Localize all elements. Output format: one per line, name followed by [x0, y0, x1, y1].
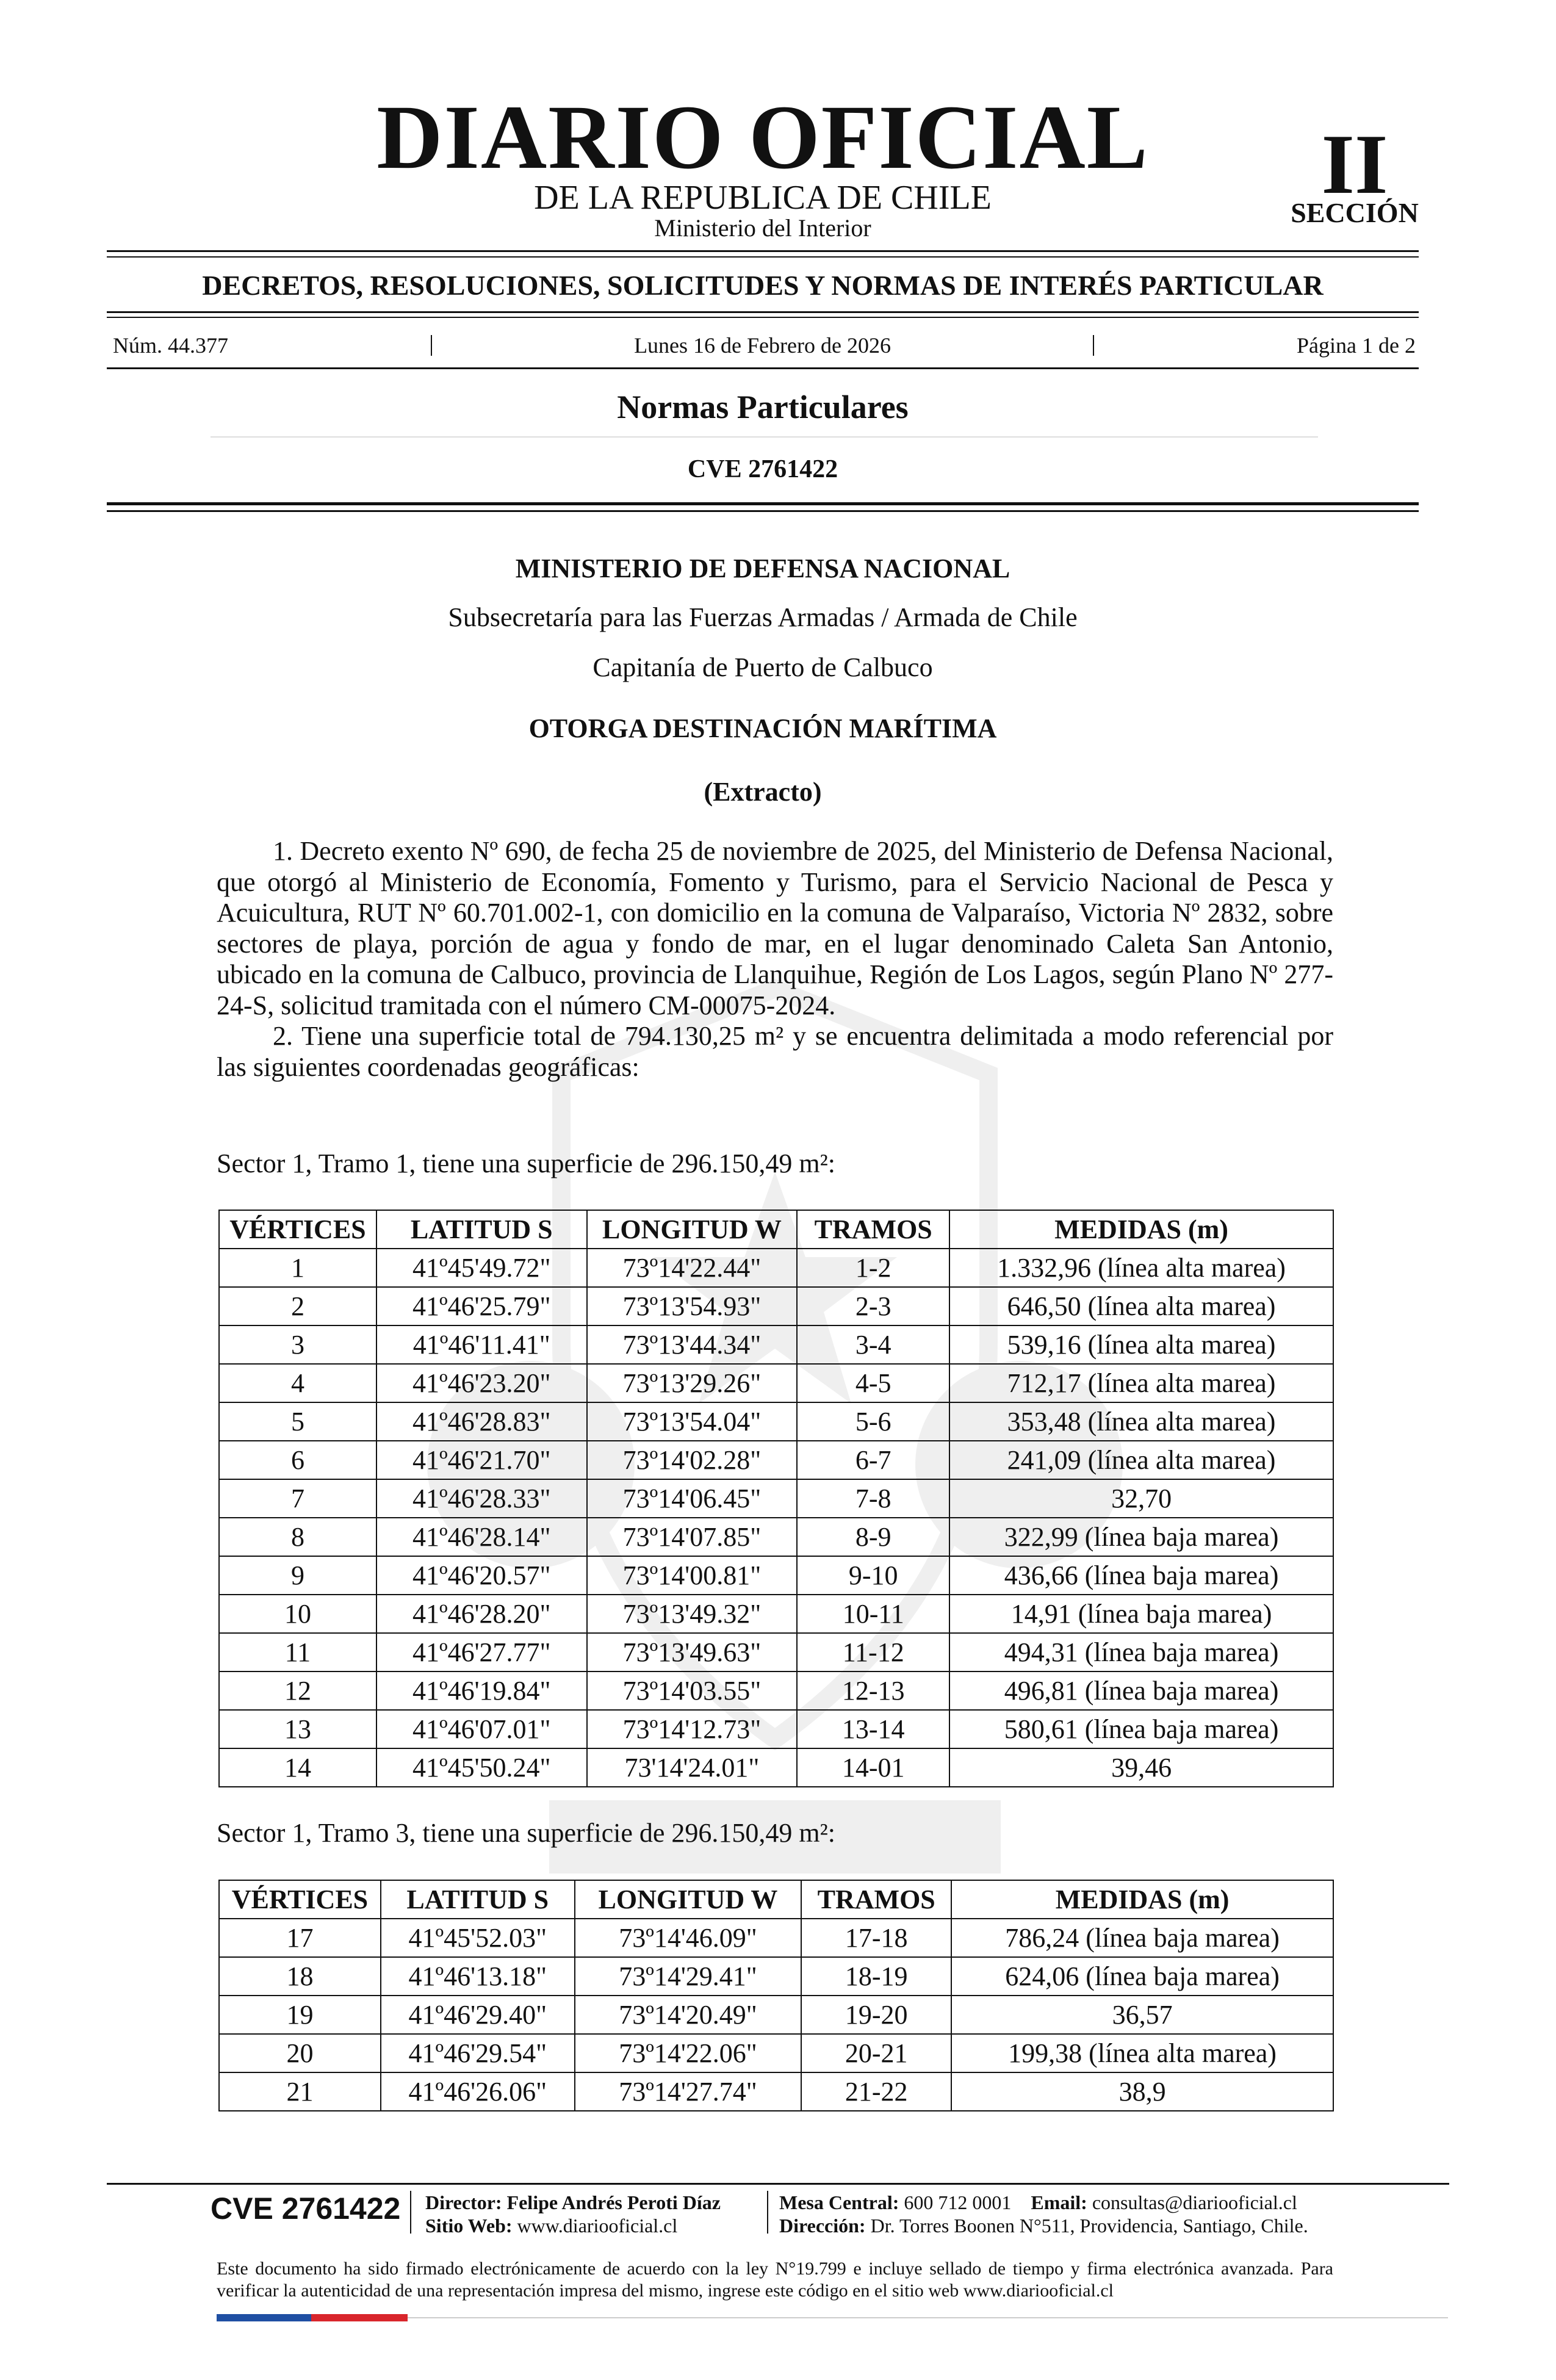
vertex-cell: 4 — [219, 1364, 376, 1402]
footer-contact-block — [779, 2191, 1308, 2237]
latitude-cell: 41º46'20.57" — [376, 1556, 587, 1595]
issue-date: Lunes 16 de Febrero de 2026 — [634, 333, 891, 358]
sector-3-caption: Sector 1, Tramo 3, tiene una superficie de 296.150,49 m²: — [217, 1818, 836, 1848]
segment-cell: 21-22 — [801, 2072, 951, 2111]
vertex-cell: 7 — [219, 1479, 376, 1518]
longitude-cell: 73º14'22.44" — [587, 1249, 798, 1287]
document-title: OTORGA DESTINACIÓN MARÍTIMA — [528, 713, 997, 743]
latitude-cell: 41º46'07.01" — [376, 1710, 587, 1748]
divider — [410, 2191, 411, 2234]
vertex-cell: 3 — [219, 1325, 376, 1364]
band-rule-thin — [107, 317, 1419, 318]
longitude-cell: 73º14'12.73" — [587, 1710, 798, 1748]
table-header-row — [219, 1210, 1333, 1249]
ministry-heading: MINISTERIO DE DEFENSA NACIONAL — [515, 554, 1010, 583]
site-label: Sitio Web: — [425, 2215, 513, 2237]
newspaper-title: DIARIO OFICIAL — [376, 87, 1149, 188]
longitude-cell: 73º14'46.09" — [575, 1919, 802, 1957]
measure-cell: 786,24 (línea baja marea) — [951, 1919, 1333, 1957]
longitude-cell: 73'14'24.01" — [587, 1748, 798, 1787]
latitude-cell: 41º46'27.77" — [376, 1633, 587, 1671]
table-row — [219, 1402, 1333, 1441]
segment-cell: 1-2 — [797, 1249, 949, 1287]
table-row — [219, 1287, 1333, 1325]
section-number: II — [1321, 117, 1388, 212]
table-header-row — [219, 1880, 1333, 1919]
table-row — [219, 1671, 1333, 1710]
longitude-cell: 73º13'49.32" — [587, 1595, 798, 1633]
email-label: Email: — [1031, 2191, 1087, 2213]
section-label: SECCIÓN — [1291, 197, 1419, 228]
latitude-cell: 41º46'28.33" — [376, 1479, 587, 1518]
segment-cell: 3-4 — [797, 1325, 949, 1364]
page-indicator: Página 1 de 2 — [1297, 333, 1416, 358]
segment-cell: 14-01 — [797, 1748, 949, 1787]
measure-cell: 241,09 (línea alta marea) — [949, 1441, 1333, 1479]
longitude-cell: 73º14'03.55" — [587, 1671, 798, 1710]
vertex-cell: 17 — [219, 1919, 381, 1957]
segment-cell: 20-21 — [801, 2034, 951, 2072]
divider — [431, 335, 432, 356]
col-segments: TRAMOS — [801, 1880, 951, 1919]
segment-cell: 7-8 — [797, 1479, 949, 1518]
site-link[interactable]: www.diariooficial.cl — [517, 2215, 678, 2237]
longitude-cell: 73º13'49.63" — [587, 1633, 798, 1671]
measure-cell: 646,50 (línea alta marea) — [949, 1287, 1333, 1325]
segment-cell: 13-14 — [797, 1710, 949, 1748]
longitude-cell: 73º13'44.34" — [587, 1325, 798, 1364]
director-label: Director: — [425, 2191, 502, 2213]
col-measures: MEDIDAS (m) — [951, 1880, 1333, 1919]
longitude-cell: 73º14'20.49" — [575, 1996, 802, 2034]
flag-bar-red — [311, 2314, 408, 2321]
longitude-cell: 73º14'02.28" — [587, 1441, 798, 1479]
divider — [1093, 335, 1094, 356]
cve-rule-thin — [107, 510, 1419, 512]
footer-cve-code: CVE 2761422 — [211, 2191, 401, 2226]
longitude-cell: 73º13'54.04" — [587, 1402, 798, 1441]
segment-cell: 4-5 — [797, 1364, 949, 1402]
table-row — [219, 1595, 1333, 1633]
col-measures: MEDIDAS (m) — [949, 1210, 1333, 1249]
segment-cell: 19-20 — [801, 1996, 951, 2034]
latitude-cell: 41º46'25.79" — [376, 1287, 587, 1325]
latitude-cell: 41º46'19.84" — [376, 1671, 587, 1710]
table-row — [219, 1364, 1333, 1402]
latitude-cell: 41º45'50.24" — [376, 1748, 587, 1787]
coordinates-table-1 — [218, 1210, 1334, 1787]
longitude-cell: 73º14'06.45" — [587, 1479, 798, 1518]
section-band-title: DECRETOS, RESOLUCIONES, SOLICITUDES Y NORMAS DE INTERÉS PARTICULAR — [202, 270, 1324, 301]
address-label: Dirección: — [779, 2215, 866, 2237]
table-row — [219, 1479, 1333, 1518]
issue-rule — [107, 367, 1419, 369]
table-body — [219, 1249, 1333, 1787]
paragraph-2: 2. Tiene una superficie total de 794.130,25 m² y se encuentra delimitada a modo referencial por las siguientes coordenadas geográficas: — [217, 1021, 1333, 1082]
cve-code: CVE 2761422 — [687, 455, 838, 483]
vertex-cell: 1 — [219, 1249, 376, 1287]
measure-cell: 494,31 (línea baja marea) — [949, 1633, 1333, 1671]
issue-info-row — [113, 334, 1416, 356]
table-row — [219, 1633, 1333, 1671]
latitude-cell: 41º46'29.54" — [381, 2034, 575, 2072]
body-text — [217, 836, 1333, 1083]
vertex-cell: 5 — [219, 1402, 376, 1441]
table-row — [219, 1325, 1333, 1364]
latitude-cell: 41º46'29.40" — [381, 1996, 575, 2034]
table-row — [219, 1518, 1333, 1556]
vertex-cell: 12 — [219, 1671, 376, 1710]
col-latitude: LATITUD S — [376, 1210, 587, 1249]
table-row — [219, 2072, 1333, 2111]
address-text: Dr. Torres Boonen N°511, Providencia, Santiago, Chile. — [870, 2215, 1308, 2237]
latitude-cell: 41º46'23.20" — [376, 1364, 587, 1402]
longitude-cell: 73º14'00.81" — [587, 1556, 798, 1595]
col-segments: TRAMOS — [797, 1210, 949, 1249]
measure-cell: 712,17 (línea alta marea) — [949, 1364, 1333, 1402]
vertex-cell: 21 — [219, 2072, 381, 2111]
table-row — [219, 2034, 1333, 2072]
table-row — [219, 1556, 1333, 1595]
latitude-cell: 41º46'13.18" — [381, 1957, 575, 1996]
longitude-cell: 73º14'27.74" — [575, 2072, 802, 2111]
table-row — [219, 1919, 1333, 1957]
segment-cell: 6-7 — [797, 1441, 949, 1479]
segment-cell: 17-18 — [801, 1919, 951, 1957]
longitude-cell: 73º13'29.26" — [587, 1364, 798, 1402]
latitude-cell: 41º46'11.41" — [376, 1325, 587, 1364]
vertex-cell: 14 — [219, 1748, 376, 1787]
longitude-cell: 73º14'29.41" — [575, 1957, 802, 1996]
flag-bar-blue — [217, 2314, 311, 2321]
norms-title: Normas Particulares — [617, 389, 909, 425]
latitude-cell: 41º46'28.14" — [376, 1518, 587, 1556]
vertex-cell: 6 — [219, 1441, 376, 1479]
cve-rule — [107, 502, 1419, 505]
measure-cell: 624,06 (línea baja marea) — [951, 1957, 1333, 1996]
divider — [211, 436, 1318, 438]
vertex-cell: 20 — [219, 2034, 381, 2072]
vertex-cell: 2 — [219, 1287, 376, 1325]
measure-cell: 353,48 (línea alta marea) — [949, 1402, 1333, 1441]
segment-cell: 9-10 — [797, 1556, 949, 1595]
vertex-cell: 18 — [219, 1957, 381, 1996]
footer-rule — [107, 2183, 1449, 2185]
segment-cell: 11-12 — [797, 1633, 949, 1671]
latitude-cell: 41º45'52.03" — [381, 1919, 575, 1957]
measure-cell: 32,70 — [949, 1479, 1333, 1518]
segment-cell: 12-13 — [797, 1671, 949, 1710]
segment-cell: 5-6 — [797, 1402, 949, 1441]
port-authority-line: Capitanía de Puerto de Calbuco — [593, 652, 933, 682]
mesa-phone: 600 712 0001 — [904, 2191, 1012, 2213]
measure-cell: 39,46 — [949, 1748, 1333, 1787]
table-body — [219, 1919, 1333, 2111]
measure-cell: 539,16 (línea alta marea) — [949, 1325, 1333, 1364]
subsecretary-line: Subsecretaría para las Fuerzas Armadas / Armada de Chile — [448, 602, 1078, 632]
vertex-cell: 10 — [219, 1595, 376, 1633]
segment-cell: 10-11 — [797, 1595, 949, 1633]
vertex-cell: 19 — [219, 1996, 381, 2034]
table-row — [219, 1710, 1333, 1748]
col-vertices: VÉRTICES — [219, 1880, 381, 1919]
table-row — [219, 1957, 1333, 1996]
table-row — [219, 1996, 1333, 2034]
latitude-cell: 41º45'49.72" — [376, 1249, 587, 1287]
table-row — [219, 1748, 1333, 1787]
segment-cell: 2-3 — [797, 1287, 949, 1325]
mesa-label: Mesa Central: — [779, 2191, 899, 2213]
latitude-cell: 41º46'21.70" — [376, 1441, 587, 1479]
band-rule — [107, 311, 1419, 313]
latitude-cell: 41º46'26.06" — [381, 2072, 575, 2111]
vertex-cell: 9 — [219, 1556, 376, 1595]
table-row — [219, 1441, 1333, 1479]
newspaper-subtitle: DE LA REPUBLICA DE CHILE — [534, 179, 992, 217]
divider — [767, 2191, 768, 2234]
latitude-cell: 41º46'28.20" — [376, 1595, 587, 1633]
sector-1-caption: Sector 1, Tramo 1, tiene una superficie de 296.150,49 m²: — [217, 1149, 836, 1178]
signature-notice: Este documento ha sido firmado electrónicamente de acuerdo con la ley N°19.799 e incluye sellado de tiempo y firma electrónica avanzada. Para verificar la autenticidad de una representación impresa del mismo, ingrese este código en el sitio web www.diariooficial.cl — [217, 2259, 1333, 2301]
measure-cell: 14,91 (línea baja marea) — [949, 1595, 1333, 1633]
paragraph-1: 1. Decreto exento Nº 690, de fecha 25 de noviembre de 2025, del Ministerio de Defensa Nacional, que otorgó al Ministerio de Economía, Fomento y Turismo, para el Servicio Nacional de Pesca y Acuicultura, RUT Nº 60.701.002-1, con domicilio en la comuna de Valparaíso, Victoria Nº 2832, sobre sectores de playa, porción de agua y fondo de mar, en el lugar denominado Caleta San Antonio, ubicado en la comuna de Calbuco, provincia de Llanquihue, Región de Los Lagos, según Plano Nº 277-24-S, solicitud tramitada con el número CM-00075-2024. — [217, 836, 1333, 1020]
col-latitude: LATITUD S — [381, 1880, 575, 1919]
col-longitude: LONGITUD W — [587, 1210, 798, 1249]
coordinates-table-2 — [218, 1880, 1334, 2111]
latitude-cell: 41º46'28.83" — [376, 1402, 587, 1441]
measure-cell: 199,38 (línea alta marea) — [951, 2034, 1333, 2072]
longitude-cell: 73º13'54.93" — [587, 1287, 798, 1325]
segment-cell: 8-9 — [797, 1518, 949, 1556]
measure-cell: 322,99 (línea baja marea) — [949, 1518, 1333, 1556]
footer-bottom-line — [408, 2317, 1448, 2318]
table-row — [219, 1249, 1333, 1287]
measure-cell: 496,81 (línea baja marea) — [949, 1671, 1333, 1710]
measure-cell: 36,57 — [951, 1996, 1333, 2034]
segment-cell: 18-19 — [801, 1957, 951, 1996]
masthead-rule — [107, 250, 1419, 252]
vertex-cell: 8 — [219, 1518, 376, 1556]
issue-number: Núm. 44.377 — [113, 333, 228, 358]
col-vertices: VÉRTICES — [219, 1210, 376, 1249]
newspaper-ministry: Ministerio del Interior — [654, 214, 871, 242]
footer-director-block — [425, 2191, 721, 2237]
vertex-cell: 11 — [219, 1633, 376, 1671]
longitude-cell: 73º14'22.06" — [575, 2034, 802, 2072]
vertex-cell: 13 — [219, 1710, 376, 1748]
director-name: Felipe Andrés Peroti Díaz — [506, 2191, 721, 2213]
longitude-cell: 73º14'07.85" — [587, 1518, 798, 1556]
extract-label: (Extracto) — [704, 777, 822, 807]
col-longitude: LONGITUD W — [575, 1880, 802, 1919]
masthead-rule-thin — [107, 256, 1419, 258]
measure-cell: 38,9 — [951, 2072, 1333, 2111]
measure-cell: 580,61 (línea baja marea) — [949, 1710, 1333, 1748]
measure-cell: 1.332,96 (línea alta marea) — [949, 1249, 1333, 1287]
email-link[interactable]: consultas@diariooficial.cl — [1092, 2191, 1297, 2213]
measure-cell: 436,66 (línea baja marea) — [949, 1556, 1333, 1595]
